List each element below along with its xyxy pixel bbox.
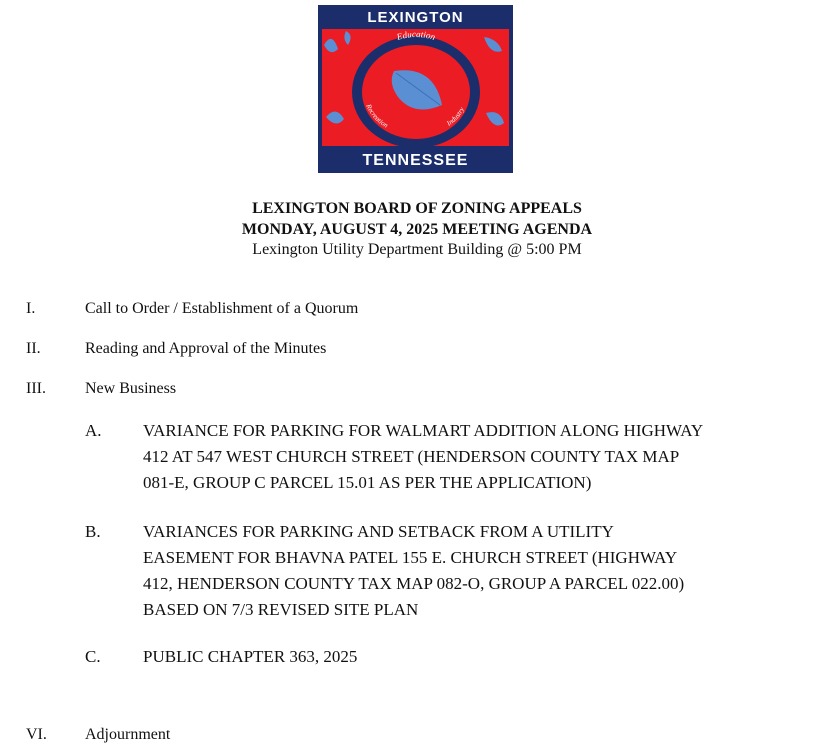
logo-ring-left-text: Recreation [364,103,390,130]
sub-item-letter: A. [85,421,102,440]
logo-ring-right-text: Industry [445,105,467,128]
agenda-item-text: Call to Order / Establishment of a Quorum [85,300,359,317]
agenda-item-number: III. [26,380,46,397]
agenda-item-text: Reading and Approval of the Minutes [85,340,327,357]
sub-item-letter: C. [85,647,101,666]
agenda-item-text: New Business [85,380,177,397]
sub-item-letter: B. [85,522,101,541]
board-title: LEXINGTON BOARD OF ZONING APPEALS [252,200,582,217]
meeting-location: Lexington Utility Department Building @ 5:00 PM [252,241,582,258]
agenda-item-number: II. [26,340,41,357]
logo-bottom-text: TENNESSEE [362,152,469,169]
logo-ring-top-text: Education [395,28,437,42]
agenda-item-text: Adjournment [85,726,171,743]
logo-top-text: LEXINGTON [367,9,464,26]
sub-item-text: VARIANCE FOR PARKING FOR WALMART ADDITION ALONG HIGHWAY 412 AT 547 WEST CHURCH STREET (HENDERSON COUNTY TAX MAP 081-E, GROUP C PARCEL 15.01 AS PER THE APPLICATION) [143,421,704,492]
sub-item-text: PUBLIC CHAPTER 363, 2025 [143,647,358,666]
meeting-date-title: MONDAY, AUGUST 4, 2025 MEETING AGENDA [241,221,593,238]
agenda-item-number: VI. [26,726,47,743]
agenda-item-number: I. [26,300,36,317]
sub-item-text: VARIANCES FOR PARKING AND SETBACK FROM A UTILITY EASEMENT FOR BHAVNA PATEL 155 E. CHURCH STREET (HIGHWAY 412, HENDERSON COUNTY TAX MAP 082-O, GROUP A PARCEL 022.00) BASED ON 7/3 REVISED SITE PLAN [143,522,685,619]
city-logo [318,5,513,173]
